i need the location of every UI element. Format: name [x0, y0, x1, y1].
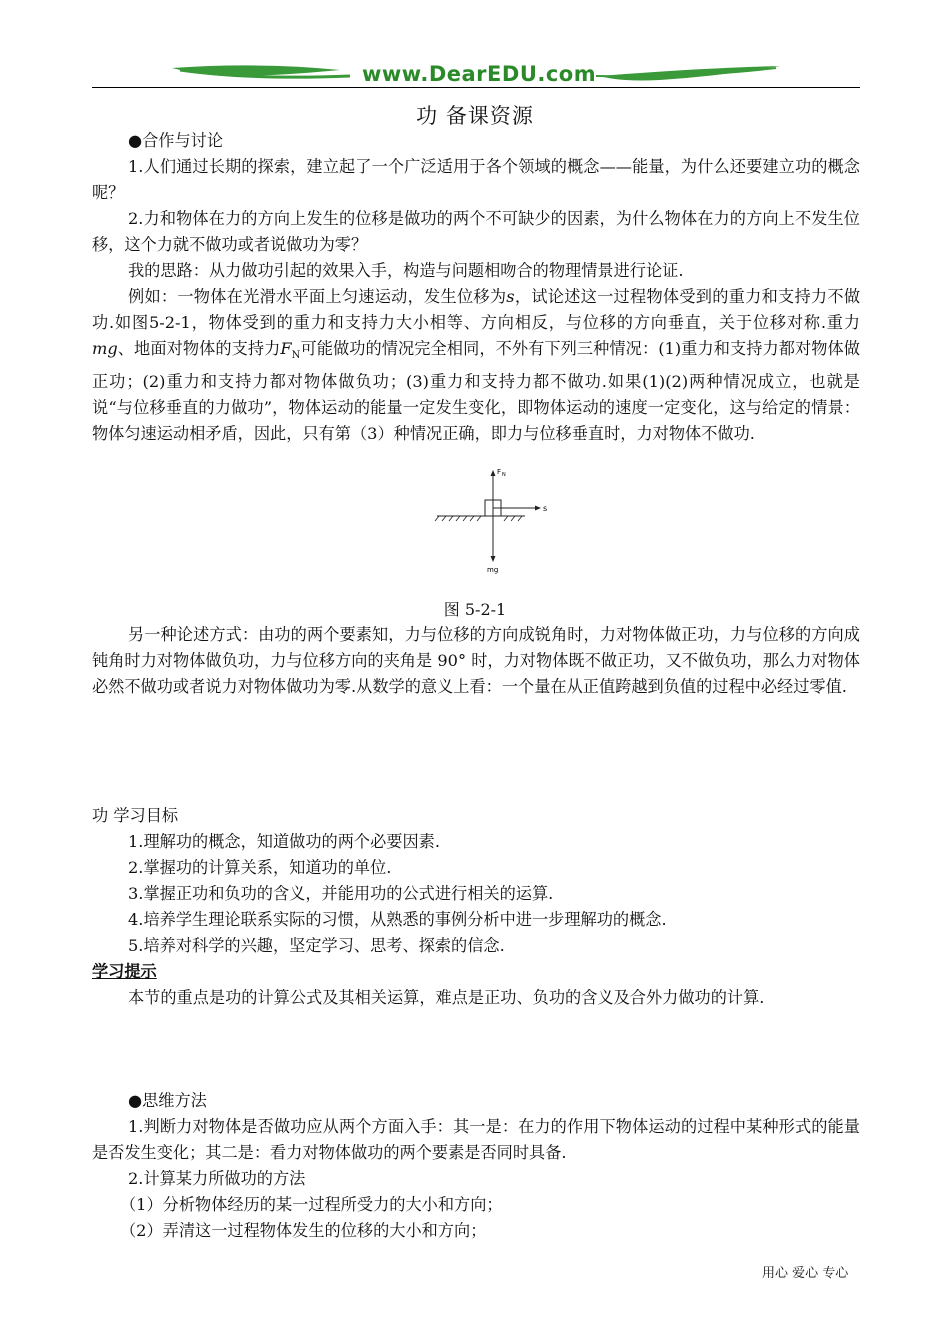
header-divider	[92, 87, 860, 88]
method-2: 2.计算某力所做功的方法	[128, 1169, 306, 1188]
section-heading-goals: 功 学习目标	[92, 806, 179, 825]
goal-item: 1.理解功的概念，知道做功的两个必要因素.	[128, 832, 440, 851]
footer-motto: 用心 爱心 专心	[762, 1266, 849, 1281]
thinking-paragraph: 我的思路：从力做功引起的效果入手，构造与问题相吻合的物理情景进行论证.	[128, 261, 684, 280]
goal-item: 5.培养对科学的兴趣，坚定学习、思考、探索的信念.	[128, 936, 505, 955]
tips-paragraph: 本节的重点是功的计算公式及其相关运算，难点是正功、负功的含义及合外力做功的计算.	[128, 988, 765, 1007]
section-heading-methods: ●思维方法	[128, 1091, 207, 1110]
label-fn-sub: N	[502, 472, 506, 478]
method-1: 1.判断力对物体是否做功应从两个方面入手：其一是：在力的作用下物体运动的过程中某种形式的能量是否发生变化；其二是：看力对物体做功的两个要素是否同时具备.	[92, 1117, 860, 1162]
tips-heading: 学习提示	[92, 962, 157, 981]
force-diagram	[433, 466, 563, 578]
page-title: 功 备课资源	[416, 104, 534, 128]
question-2: 2.力和物体在力的方向上发生的位移是做功的两个不可缺少的因素，为什么物体在力的方向上不发生位移，这个力就不做功或者说做功为零？	[92, 209, 860, 254]
question-1: 1.人们通过长期的探索，建立起了一个广泛适用于各个领域的概念——能量，为什么还要建立功的概念呢？	[92, 157, 860, 202]
example-paragraph: 例如：一物体在光滑水平面上匀速运动，发生位移为s，试论述这一过程物体受到的重力和支持力不做功.如图5-2-1，物体受到的重力和支持力大小相等、方向相反，与位移的方向垂直，关于位移对称.重力mg、地面对物体的支持力$F_N$可能做功的情况完全相同，不外有下列三种情况：(1)重力和支持力都对物体做正功；(2)重力和支持力都对物体做负功；(3)重力和支持力都不做功.如果(1)(2)两种情况成立，也就是说“与位移垂直的力做功”，物体运动的能量一定发生变化，即物体运动的速度一定变化，这与给定的情景：物体匀速运动相矛盾，因此，只有第（3）种情况正确，即力与位移垂直时，力对物体不做功.	[92, 287, 861, 444]
method-step-2: （2）弄清这一过程物体发生的位移的大小和方向；	[120, 1221, 487, 1240]
goal-item: 2.掌握功的计算关系，知道功的单位.	[128, 858, 392, 877]
label-fn: F	[497, 468, 502, 476]
label-s: s	[543, 504, 548, 513]
label-mg: mg	[487, 566, 499, 574]
section-heading-discussion: ●合作与讨论	[128, 131, 224, 150]
alt-argument-paragraph: 另一种论述方式：由功的两个要素知，力与位移的方向成锐角时，力对物体做正功，力与位移的方向成钝角时力对物体做负功，力与位移方向的夹角是 90° 时，力对物体既不做正功，又不做负功，那么力对物体必然不做功或者说力对物体做功为零.从数学的意义上看：一个量在从正值跨越到负值的过程中必经过零值.	[92, 625, 860, 696]
goal-item: 4.培养学生理论联系实际的习惯，从熟悉的事例分析中进一步理解功的概念.	[128, 910, 667, 929]
goal-item: 3.掌握正功和负功的含义，并能用功的公式进行相关的运算.	[128, 884, 554, 903]
method-step-1: （1）分析物体经历的某一过程所受力的大小和方向；	[120, 1195, 503, 1214]
site-url[interactable]: www.DearEDU.com	[362, 62, 597, 86]
figure-caption: 图 5-2-1	[443, 600, 507, 619]
